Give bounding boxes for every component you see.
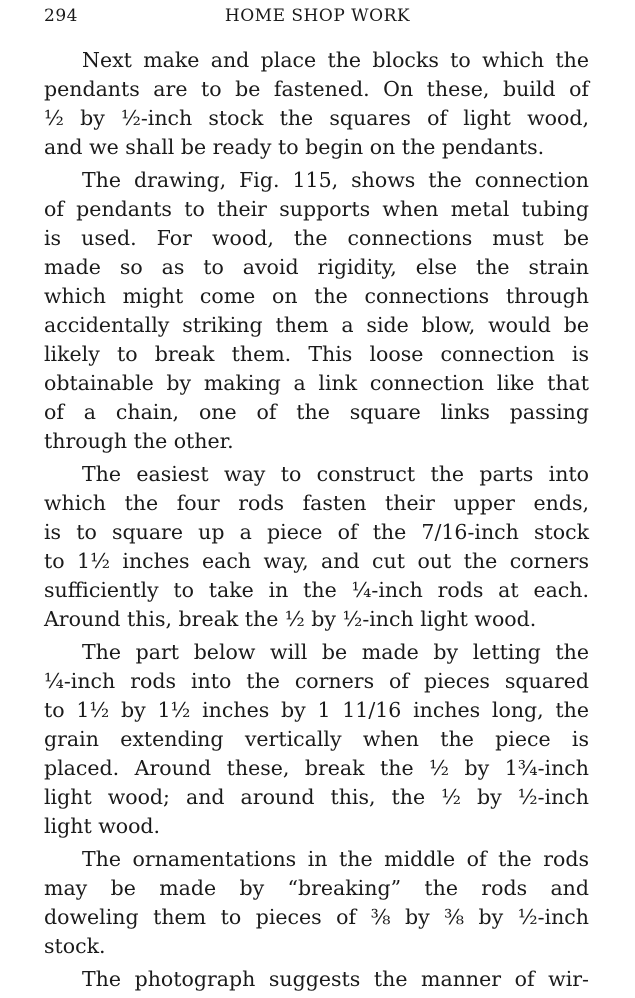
paragraph	[44, 460, 589, 634]
text-line: ½ by ½-inch stock the squares of light wood,	[44, 106, 589, 130]
paragraph	[44, 965, 589, 994]
body-text	[44, 46, 589, 998]
text-line: likely to break them. This loose connection is	[44, 342, 589, 366]
text-line: and we shall be ready to begin on the pendants.	[44, 135, 545, 159]
text-line: which the four rods fasten their upper ends,	[44, 491, 589, 515]
paragraph	[44, 46, 589, 162]
text-line: Next make and place the blocks to which the	[82, 48, 589, 72]
text-line: The drawing, Fig. 115, shows the connection	[82, 168, 589, 192]
text-line: of a chain, one of the square links passing	[44, 400, 589, 424]
page-number: 294	[44, 6, 78, 26]
paragraph	[44, 638, 589, 841]
paragraph	[44, 166, 589, 456]
text-line: accidentally striking them a side blow, would be	[44, 313, 589, 337]
text-line: sufficiently to take in the ¼-inch rods at each.	[44, 578, 589, 602]
text-line: stock.	[44, 934, 106, 958]
text-line: light wood.	[44, 814, 161, 838]
text-line: is used. For wood, the connections must be	[44, 226, 589, 250]
running-title: HOME SHOP WORK	[224, 6, 411, 26]
paragraph	[44, 845, 589, 961]
text-line: The ornamentations in the middle of the rods	[82, 847, 589, 871]
text-line: Around this, break the ½ by ½-inch light wood.	[44, 607, 537, 631]
text-line: made so as to avoid rigidity, else the strain	[44, 255, 589, 279]
page-header	[44, 6, 591, 30]
text-line: may be made by “breaking” the rods and	[44, 876, 589, 900]
text-line: to 1½ inches each way, and cut out the corners	[44, 549, 589, 573]
text-line: which might come on the connections through	[44, 284, 589, 308]
text-line: pendants are to be fastened. On these, build of	[44, 77, 589, 101]
text-line: obtainable by making a link connection like that	[44, 371, 589, 395]
text-line: light wood; and around this, the ½ by ½-inch	[44, 785, 589, 809]
text-line: through the other.	[44, 429, 234, 453]
text-line: The easiest way to construct the parts into	[82, 462, 589, 486]
text-line: to 1½ by 1½ inches by 1 11/16 inches long, the	[44, 698, 589, 722]
text-line: The photograph suggests the manner of wir-	[82, 967, 589, 991]
text-line: The part below will be made by letting the	[82, 640, 589, 664]
text-line: placed. Around these, break the ½ by 1¾-inch	[44, 756, 589, 780]
text-line: ¼-inch rods into the corners of pieces squared	[44, 669, 589, 693]
text-line: grain extending vertically when the piece is	[44, 727, 589, 751]
text-line: of pendants to their supports when metal tubing	[44, 197, 589, 221]
text-line: is to square up a piece of the 7/16-inch stock	[44, 520, 589, 544]
text-line: doweling them to pieces of ⅜ by ⅜ by ½-inch	[44, 905, 589, 929]
